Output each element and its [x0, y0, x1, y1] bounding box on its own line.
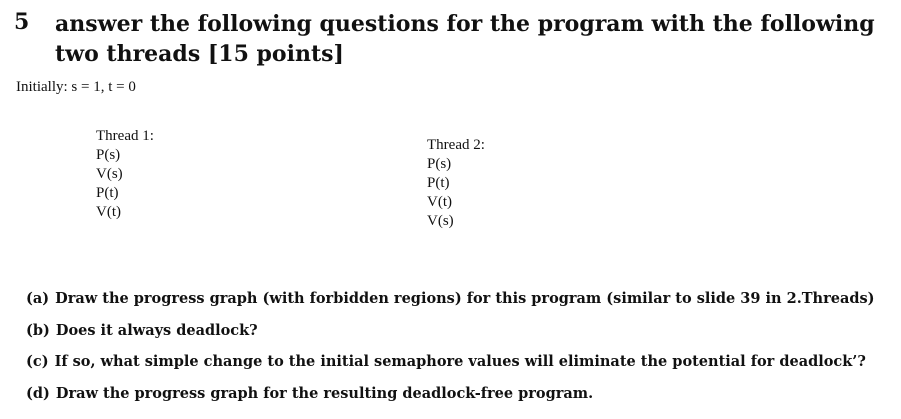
thread-2-block	[427, 136, 485, 231]
question-list	[26, 290, 875, 416]
question-label: (a)	[26, 290, 50, 307]
question-c	[26, 353, 875, 385]
thread-op: P(t)	[96, 185, 119, 201]
thread-heading: Thread 1:	[96, 128, 154, 144]
question-text: Does it always deadlock?	[55, 321, 258, 339]
initial-values: Initially: s = 1, t = 0	[16, 79, 136, 95]
thread-op: V(s)	[427, 213, 454, 229]
thread-op: V(t)	[96, 204, 121, 220]
section-title: answer the following questions for the program with the following two threads [15 points]	[55, 11, 875, 67]
thread-1-block	[96, 127, 154, 222]
question-text: Draw the progress graph (with forbidden regions) for this program (similar to slide 39 in 2.Threads)	[55, 290, 875, 307]
question-text: If so, what simple change to the initial semaphore values will eliminate the potential for deadlock’?	[54, 353, 866, 370]
thread-heading: Thread 2:	[427, 137, 485, 153]
section-number: 5	[14, 9, 30, 35]
thread-op: P(t)	[427, 175, 450, 191]
question-b	[26, 322, 875, 354]
thread-op: V(s)	[96, 166, 123, 182]
question-label: (c)	[26, 353, 49, 370]
question-a	[26, 290, 875, 322]
question-d	[26, 385, 875, 417]
thread-op: V(t)	[427, 194, 452, 210]
question-label: (d)	[26, 384, 50, 402]
question-text: Draw the progress graph for the resulting deadlock-free program.	[55, 384, 594, 402]
question-label: (b)	[26, 321, 50, 339]
thread-op: P(s)	[96, 147, 121, 163]
thread-op: P(s)	[427, 156, 452, 172]
